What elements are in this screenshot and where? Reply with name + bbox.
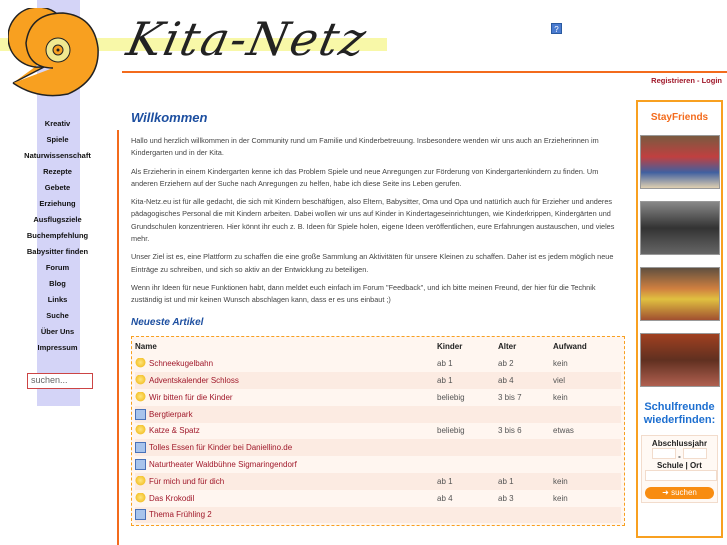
alter-cell: ab 4 — [498, 376, 514, 386]
article-link[interactable] — [135, 392, 437, 403]
school-input[interactable] — [645, 470, 717, 481]
table-row — [135, 507, 621, 524]
nav-spiele[interactable]: Spiele — [46, 135, 69, 144]
class-photo — [640, 333, 720, 387]
class-photo — [640, 201, 720, 255]
nav-gebete[interactable]: Gebete — [44, 183, 71, 192]
article-name[interactable]: Tolles Essen für Kinder bei Daniellino.de — [149, 443, 293, 453]
article-link[interactable] — [135, 409, 437, 420]
nav-rezepte[interactable]: Rezepte — [43, 167, 72, 176]
alter-cell: ab 1 — [498, 476, 514, 486]
table-row — [135, 439, 621, 456]
document-icon — [135, 442, 146, 453]
table-row — [135, 372, 621, 389]
ad-search-form — [641, 435, 718, 503]
article-link[interactable] — [135, 476, 437, 487]
alter-cell: 3 bis 6 — [498, 426, 522, 436]
kinder-cell: ab 1 — [437, 476, 453, 486]
article-name[interactable]: Adventskalender Schloss — [149, 376, 239, 386]
document-icon — [135, 509, 146, 520]
table-row — [135, 389, 621, 406]
article-link[interactable] — [135, 425, 437, 436]
article-name[interactable]: Naturtheater Waldbühne Sigmaringendorf — [149, 460, 297, 470]
article-name[interactable]: Thema Frühling 2 — [149, 510, 212, 520]
table-row — [135, 456, 621, 473]
year-to-input[interactable] — [683, 448, 707, 459]
lightbulb-icon — [135, 375, 146, 386]
col-aufwand: Aufwand — [553, 342, 587, 352]
kinder-cell: beliebig — [437, 426, 465, 436]
year-label: Abschlussjahr — [651, 439, 708, 448]
lightbulb-icon — [135, 358, 146, 369]
col-name: Name — [135, 342, 157, 352]
class-photo — [640, 267, 720, 321]
lightbulb-icon — [135, 425, 146, 436]
register-login-link[interactable]: Registrieren - Login — [651, 76, 722, 85]
article-name[interactable]: Bergtierpark — [149, 409, 193, 419]
nav-links[interactable]: Links — [47, 295, 68, 304]
lightbulb-icon — [135, 392, 146, 403]
kinder-cell: beliebig — [437, 392, 465, 402]
col-kinder: Kinder — [437, 342, 463, 352]
articles-heading: Neueste Artikel — [131, 316, 204, 328]
nav-impressum[interactable]: Impressum — [37, 343, 78, 352]
aufwand-cell: viel — [553, 376, 566, 386]
aufwand-cell: kein — [553, 493, 568, 503]
main-content — [131, 110, 626, 526]
alter-cell: ab 3 — [498, 493, 514, 503]
nav-buchempfehlung[interactable]: Buchempfehlung — [26, 231, 89, 240]
nav-ausflugsziele[interactable]: Ausflugsziele — [33, 215, 82, 224]
intro-paragraph: Kita-Netz.eu ist für alle gedacht, die sich mit Kindern beschäftigen, also Eltern, Babysitter, Oma und Opa und natürlich auch für Erzieher und anderes pädagogisches Personal die mit Kindern arbeiten. Dabei wollen wir uns auf Kinder in Kindertageseinrichtungen, wie Kinderkrippen, Kindergärten und Grundschulen konzentrieren. Hier könnt ihr euch z. B. Ideen für Spiele holen, eigene Ideen veröffentlichen, eure Erfahrungen austauschen, und vieles mehr. — [131, 197, 615, 244]
table-row — [135, 490, 621, 507]
stayfriends-logo: StayFriends — [650, 112, 709, 123]
document-icon — [135, 409, 146, 420]
nav-babysitter[interactable]: Babysitter finden — [26, 247, 89, 256]
alter-cell: ab 2 — [498, 359, 514, 369]
article-link[interactable] — [135, 493, 437, 504]
table-row — [135, 355, 621, 372]
table-row — [135, 406, 621, 423]
nav-forum[interactable]: Forum — [45, 263, 70, 272]
article-name[interactable]: Das Krokodil — [149, 493, 195, 503]
article-name[interactable]: Wir bitten für die Kinder — [149, 392, 233, 402]
table-row — [135, 473, 621, 490]
intro-paragraph: Unser Ziel ist es, eine Plattform zu schaffen die eine große Sammlung an Aktivitäten für unsere Kleinen zu schaffen. Daher ist es jedem möglich neue Einträge zu schreiben, und sich so aktiv an der Entwicklung zu beteiligen. — [131, 252, 614, 274]
content-divider — [117, 130, 119, 545]
header-divider — [122, 71, 727, 73]
table-row — [135, 423, 621, 440]
intro-paragraph: Hallo und herzlich willkommen in der Community rund um Familie und Kinderbetreuung. Insbesondere wenden wir uns auch an Erzieherinnen im Kindergarten und in der Kita. — [131, 136, 599, 158]
nav-suche[interactable]: Suche — [46, 311, 69, 320]
table-header — [135, 339, 621, 356]
page-title: Willkommen — [131, 110, 208, 125]
year-from-input[interactable] — [652, 448, 676, 459]
nav-blog[interactable]: Blog — [49, 279, 66, 288]
nav-ueber-uns[interactable]: Über Uns — [40, 327, 75, 336]
article-link[interactable] — [135, 442, 437, 453]
article-name[interactable]: Katze & Spatz — [149, 426, 200, 436]
document-icon — [135, 459, 146, 470]
kinder-cell: ab 4 — [437, 493, 453, 503]
class-photo — [640, 135, 720, 189]
school-label: Schule | Ort — [657, 461, 702, 470]
col-alter: Alter — [498, 342, 517, 352]
sidebar-nav — [10, 117, 105, 357]
intro-paragraph: Wenn ihr Ideen für neue Funktionen habt, dann meldet euch einfach im Forum "Feedback", und ich bitte meinen Freund, der hier für die Technik zuständig ist und mir keinen Wunsch abschlagen kann, dass er es uns einbaut ;) — [131, 282, 596, 305]
help-icon[interactable]: ? — [551, 23, 562, 34]
nav-naturwissenschaft[interactable]: Naturwissenschaft — [24, 151, 91, 160]
nav-erziehung[interactable]: Erziehung — [39, 199, 76, 208]
aufwand-cell: kein — [553, 359, 568, 369]
article-link[interactable] — [135, 509, 437, 520]
article-name[interactable]: Für mich und für dich — [149, 476, 225, 486]
article-name[interactable]: Schneekugelbahn — [149, 359, 214, 369]
site-logo[interactable]: Kita-Netz — [122, 12, 373, 66]
intro-paragraph: Als Erzieherin in einem Kindergarten kenne ich das Problem Spiele und neue Anregungen zur Förderung von Kindergartenkindern zu finden. Um anderen Erziehern auf der Suche nach Anregungen zu helfen, habe ich diese Seite ins Leben gerufen. — [131, 166, 599, 188]
ad-slogan: Schulfreunde wiederfinden: — [643, 401, 716, 426]
article-link[interactable] — [135, 358, 437, 369]
aufwand-cell: kein — [553, 392, 568, 402]
stayfriends-ad[interactable] — [636, 100, 723, 538]
aufwand-cell: etwas — [553, 426, 574, 436]
article-link[interactable] — [135, 375, 437, 386]
dash: - — [678, 452, 681, 461]
aufwand-cell: kein — [553, 476, 568, 486]
spiral-logo-icon — [8, 8, 103, 100]
kinder-cell: ab 1 — [437, 359, 453, 369]
nav-kreativ[interactable]: Kreativ — [44, 119, 71, 128]
kinder-cell: ab 1 — [437, 376, 453, 386]
lightbulb-icon — [135, 476, 146, 487]
ad-search-button[interactable]: ➜ suchen — [645, 487, 714, 499]
alter-cell: 3 bis 7 — [498, 392, 522, 402]
lightbulb-icon — [135, 493, 146, 504]
search-input[interactable]: suchen... — [27, 373, 93, 389]
article-link[interactable] — [135, 459, 437, 470]
articles-table — [131, 336, 625, 527]
ad-search-label: suchen — [671, 488, 697, 497]
